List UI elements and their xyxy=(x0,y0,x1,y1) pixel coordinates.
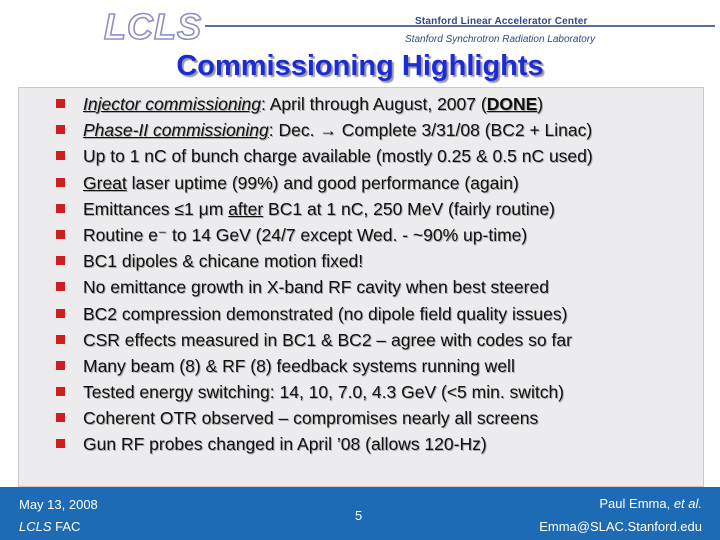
bullet-square-icon xyxy=(56,204,65,213)
bullet-list xyxy=(37,91,593,458)
bullet-square-icon xyxy=(56,439,65,448)
bullet-square-icon xyxy=(56,282,65,291)
bullet-item: No emittance growth in X-band RF cavity when best steered xyxy=(37,274,593,300)
bullet-item: CSR effects measured in BC1 & BC2 – agree with codes so far xyxy=(37,327,593,353)
bullet-square-icon xyxy=(56,361,65,370)
bullet-square-icon xyxy=(56,309,65,318)
bullet-square-icon xyxy=(56,256,65,265)
bullet-item: BC1 dipoles & chicane motion fixed! xyxy=(37,248,593,274)
org-line-2: Stanford Synchrotron Radiation Laboratory xyxy=(405,34,596,45)
bullet-item: Coherent OTR observed – compromises nearly all screens xyxy=(37,405,593,431)
bullet-square-icon xyxy=(56,125,65,134)
bullet-item: Gun RF probes changed in April ’08 (allows 120-Hz) xyxy=(37,431,593,457)
bullet-item: Up to 1 nC of bunch charge available (mostly 0.25 & 0.5 nC used) xyxy=(37,143,593,169)
bullet-square-icon xyxy=(56,230,65,239)
footer-date: May 13, 2008 xyxy=(19,497,98,512)
org-line-1: Stanford Linear Accelerator Center xyxy=(415,16,588,27)
bullet-item: Phase-II commissioning: Dec. → Complete 3/31/08 (BC2 + Linac) xyxy=(37,117,593,143)
bullet-square-icon xyxy=(56,151,65,160)
bullet-square-icon xyxy=(56,178,65,187)
page-number: 5 xyxy=(355,508,363,523)
bullet-item: Great laser uptime (99%) and good performance (again) xyxy=(37,170,593,196)
footer-author: Paul Emma, et al. xyxy=(599,496,702,511)
bullet-item: Tested energy switching: 14, 10, 7.0, 4.3 GeV (<5 min. switch) xyxy=(37,379,593,405)
svg-text:LCLS: LCLS xyxy=(104,6,202,46)
bullet-item: Emittances ≤1 μm after BC1 at 1 nC, 250 MeV (fairly routine) xyxy=(37,196,593,222)
lcls-logo xyxy=(100,6,210,46)
bullet-square-icon xyxy=(56,413,65,422)
slide-title: Commissioning Highlights xyxy=(176,50,544,82)
bullet-item: Injector commissioning: April through August, 2007 (DONE) xyxy=(37,91,593,117)
bullet-square-icon xyxy=(56,387,65,396)
bullet-square-icon xyxy=(56,335,65,344)
bullet-item: Many beam (8) & RF (8) feedback systems running well xyxy=(37,353,593,379)
footer-email: Emma@SLAC.Stanford.edu xyxy=(539,519,702,534)
bullet-item: BC2 compression demonstrated (no dipole field quality issues) xyxy=(37,301,593,327)
bullet-item: Routine e⁻ to 14 GeV (24/7 except Wed. - ~90% up-time) xyxy=(37,222,593,248)
bullet-square-icon xyxy=(56,99,65,108)
footer-org: LCLS FAC xyxy=(19,519,81,534)
